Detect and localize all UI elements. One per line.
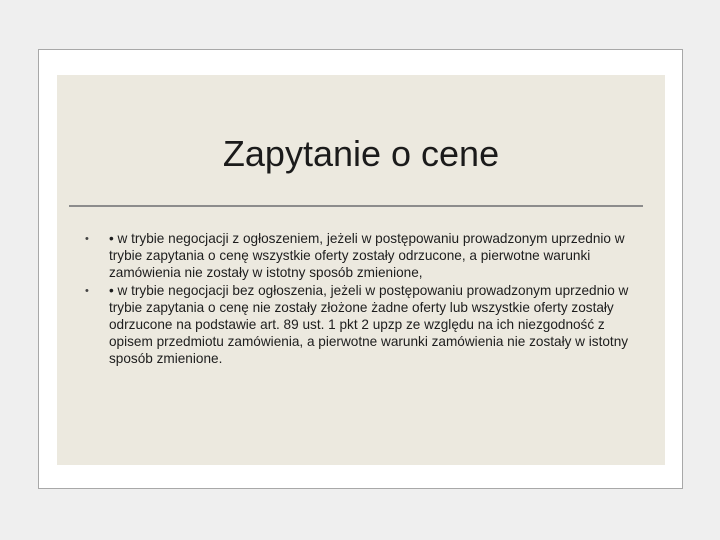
bullet-text: jeżeli w postępowaniu prowadzonym uprzednio w trybie zapytania o cenę wszystkie oferty zostały odrzucone, a pierwotne warunki zamówienia nie zostały w istotny sposób zmienione, bbox=[109, 231, 625, 280]
title-divider bbox=[69, 205, 643, 207]
slide-frame bbox=[38, 49, 683, 489]
bullet-item bbox=[57, 283, 665, 367]
bullet-lead: • w trybie negocjacji z ogłoszeniem, bbox=[109, 231, 324, 246]
bullet-text: jeżeli w postępowaniu prowadzonym uprzednio w trybie zapytania o cenę nie zostały złożone żadne oferty lub wszystkie oferty zostały odrzucone na podstawie art. 89 ust. 1 pkt 2 upzp ze względu na ich niezgodność z opisem przedmiotu zamówienia, a pierwotne warunki zamówienia nie zostały w istotny sposób zmienione. bbox=[109, 283, 629, 366]
bullet-lead: • w trybie negocjacji bez ogłoszenia, bbox=[109, 283, 327, 299]
bullet-marker: • bbox=[85, 233, 89, 245]
bullet-marker: • bbox=[85, 285, 89, 298]
bullet-item bbox=[57, 231, 665, 281]
bullet-list bbox=[57, 231, 665, 369]
slide bbox=[57, 75, 665, 465]
slide-title: Zapytanie o cene bbox=[222, 133, 500, 174]
